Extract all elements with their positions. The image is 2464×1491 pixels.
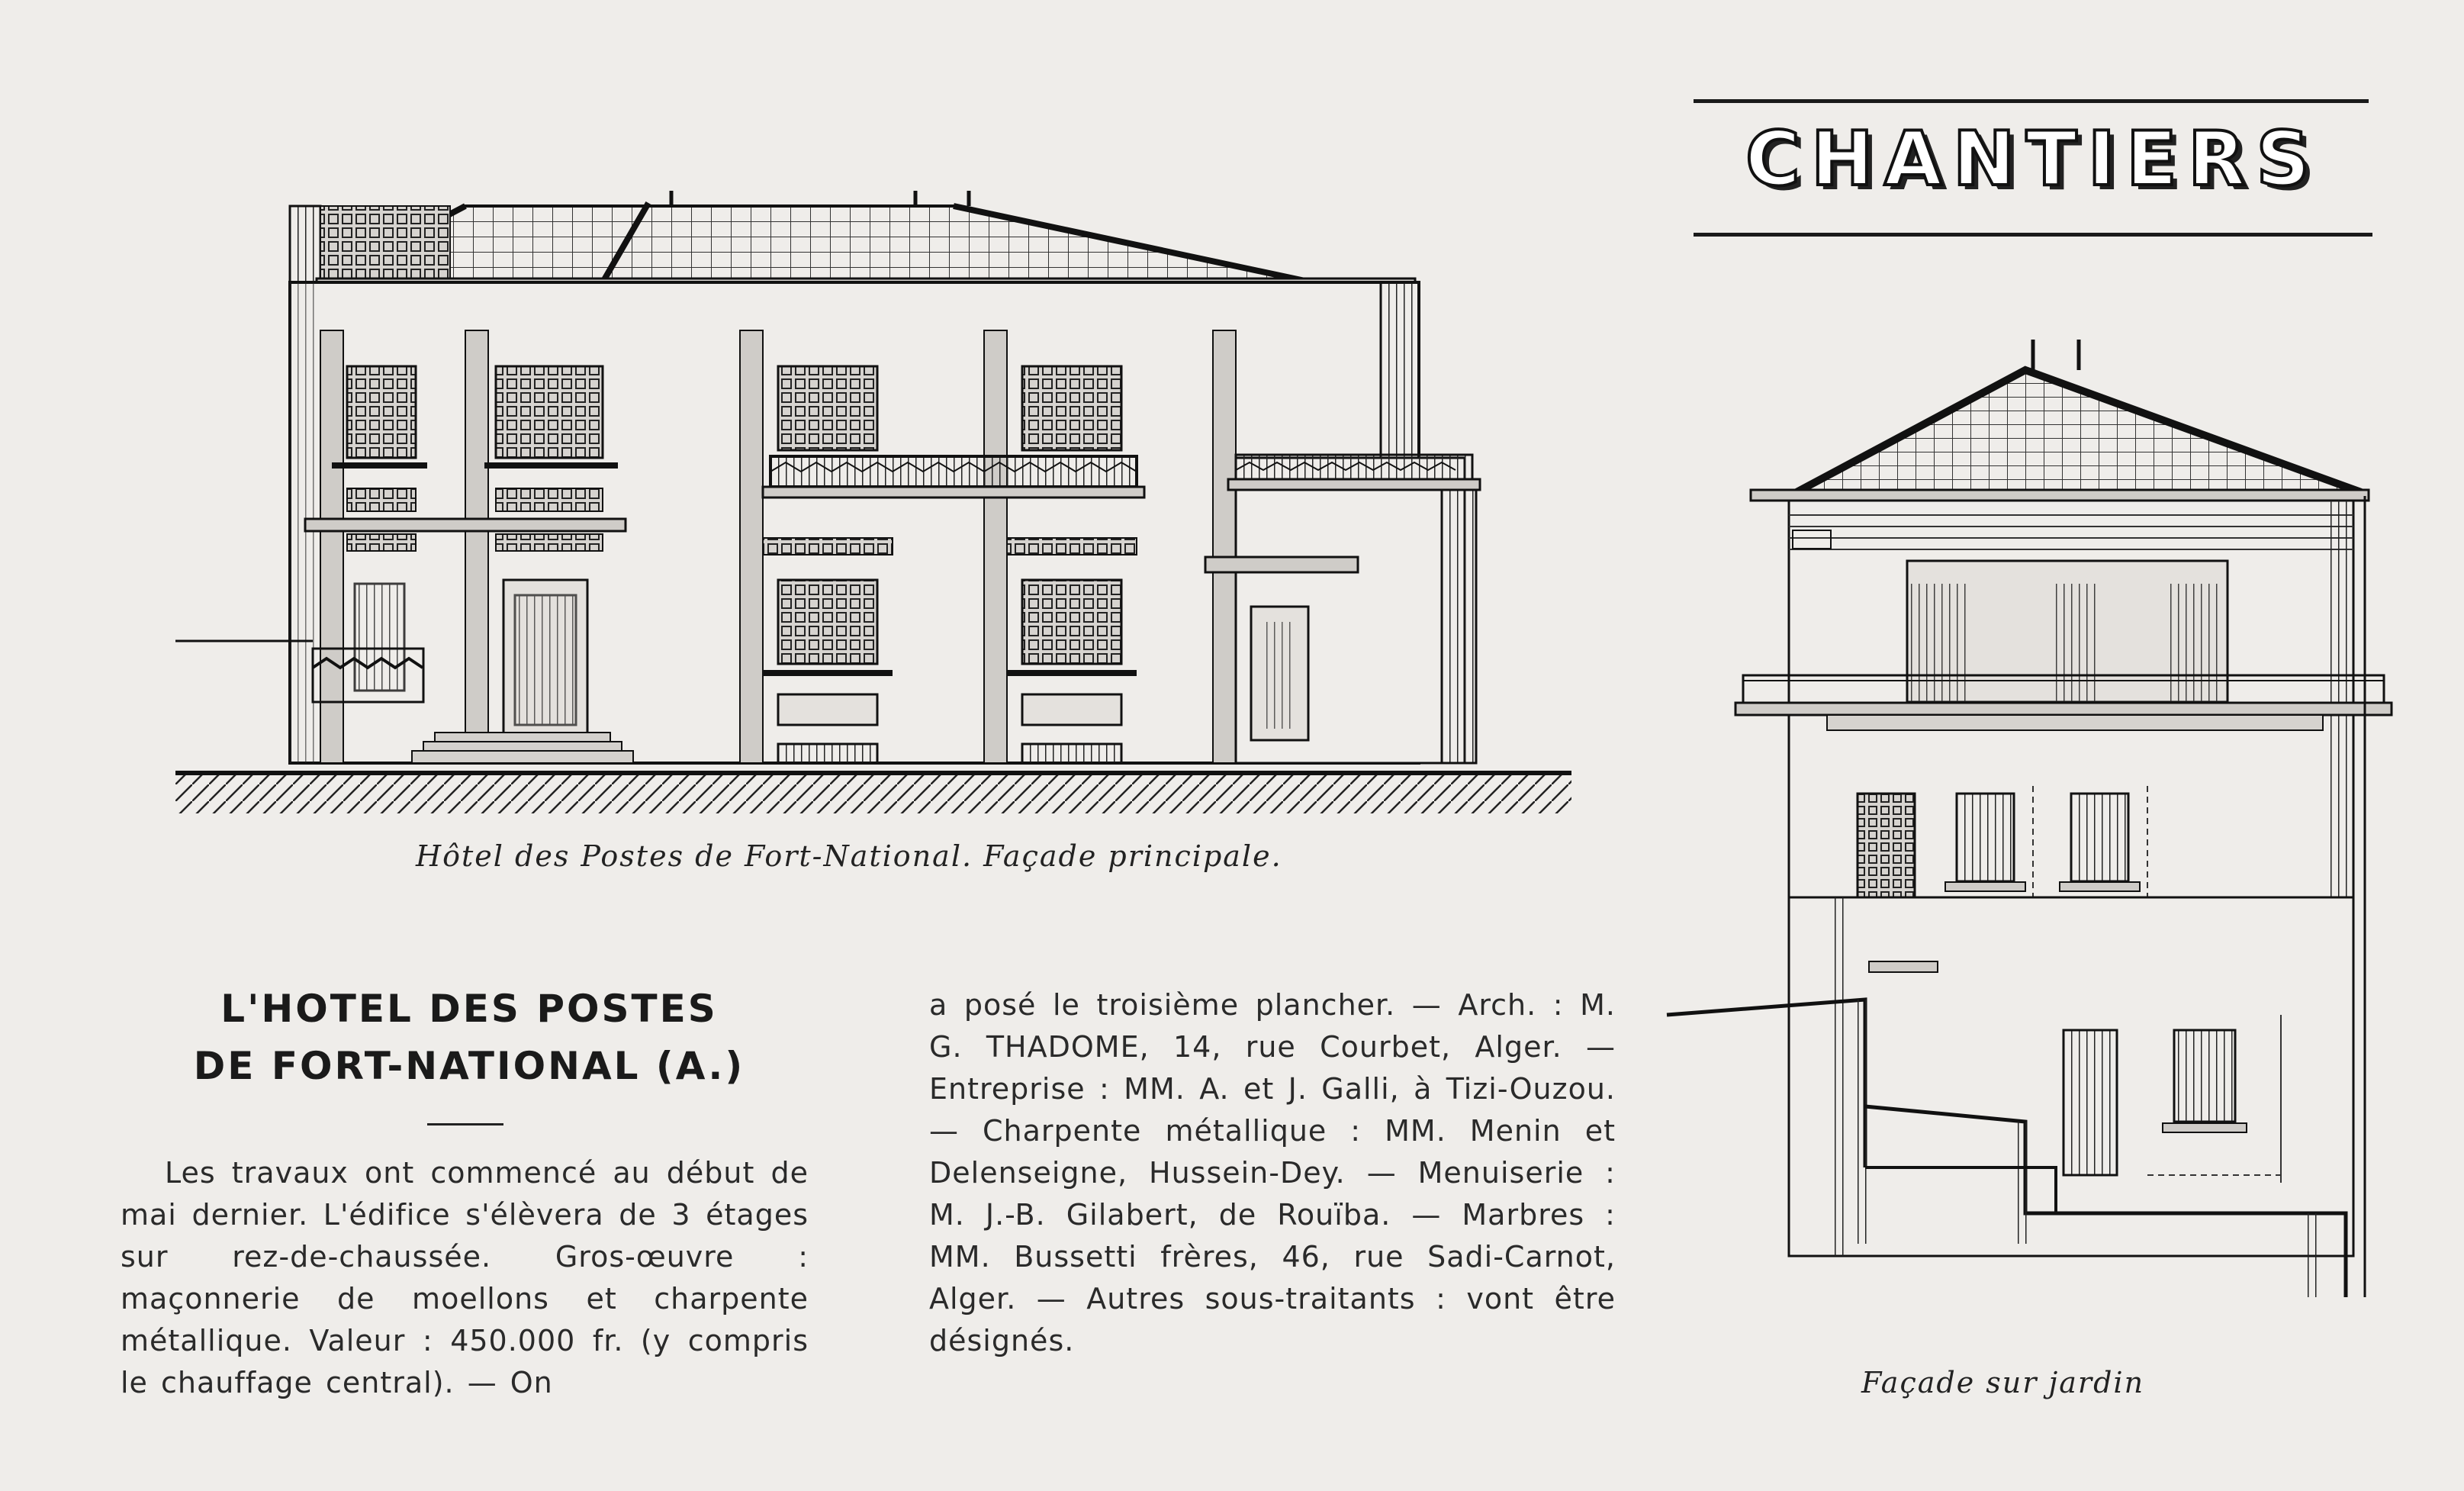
garden-drawing-caption: Façade sur jardin: [1861, 1366, 2145, 1399]
article-column-2: [929, 984, 1616, 1362]
main-facade-drawing: [175, 130, 1579, 832]
article-headline-line2: DE FORT-NATIONAL (A.): [193, 1044, 745, 1088]
main-drawing-caption: Hôtel des Postes de Fort-National. Façade principale.: [416, 839, 1282, 873]
article-headline-line1: L'HOTEL DES POSTES: [220, 987, 718, 1031]
article-column-1: [121, 1152, 809, 1404]
article-col1-text: Les travaux ont commencé au début de mai dernier. L'édifice s'élèvera de 3 étages sur rez-de-chaussée. Gros-œuvre : maçonnerie de moellons et charpente métallique. Valeur : 450.000 fr. (y compris le chauffage central). — On: [121, 1156, 809, 1399]
section-title: CHANTIERS: [1745, 116, 2321, 203]
headline-divider: [427, 1123, 503, 1125]
header-rule-bottom: [1694, 233, 2372, 237]
garden-facade-drawing: [1659, 328, 2399, 1305]
header-rule-top: [1694, 99, 2369, 103]
article-col2-text: a posé le troisième plancher. — Arch. : M. G. THADOME, 14, rue Courbet, Alger. — Entreprise : MM. A. et J. Galli, à Tizi-Ouzou. — Charpente métallique : MM. Menin et Delenseigne, Hussein-Dey. — Menuiserie : M. J.-B. Gilabert, de Rouïba. — Marbres : MM. Bussetti frères, 46, rue Sadi-Carnot, Alger. — Autres sous-traitants : vont être désignés.: [929, 988, 1616, 1357]
